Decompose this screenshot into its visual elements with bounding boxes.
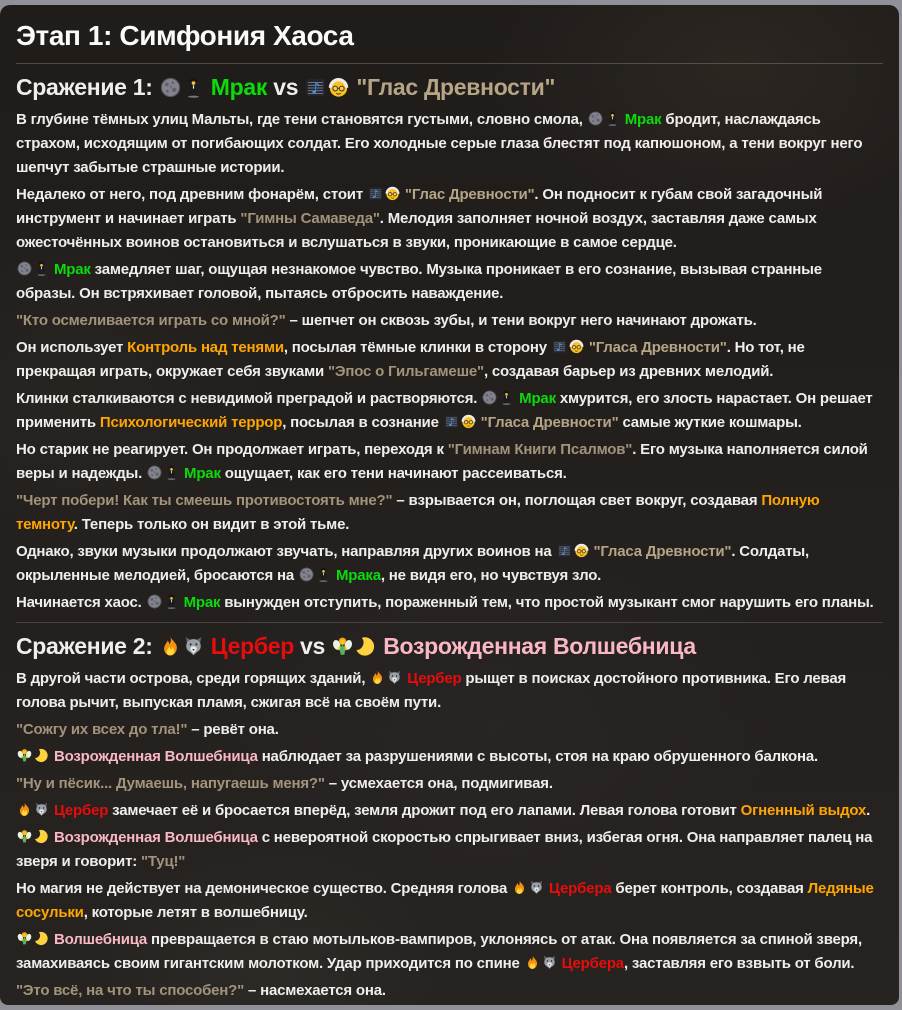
character-name-mrak: Мрак	[179, 594, 221, 611]
levitating-man-icon	[164, 594, 179, 609]
story-text: В глубине тёмных улиц Мальты, где тени становятся густыми, словно смола,	[16, 111, 587, 128]
ability-name: Контроль над тенями	[127, 339, 284, 356]
musical-score-icon	[305, 77, 326, 98]
story-paragraph	[16, 309, 883, 333]
musical-score-icon	[368, 186, 383, 201]
story-text: Но магия не действует на демоническое существо. Средняя голова	[16, 880, 512, 897]
story-paragraph	[16, 489, 883, 537]
svg-text:♪: ♪	[556, 341, 563, 354]
story-text: vs	[267, 74, 305, 100]
character-name-volshebnitsa: Возрожденная Волшебница	[50, 829, 258, 846]
story-text: – взрывается он, поглощая свет вокруг, создавая	[392, 492, 762, 509]
story-text: , заставляя его взвыть от боли.	[623, 955, 855, 972]
musical-score-icon	[552, 339, 567, 354]
story-paragraph	[16, 438, 883, 486]
story-text: . Мелодия заполняет ночной воздух, заставляя даже самых ожесточённых воинов остановиться и вслушаться в звуки, проникающие в самое сердце.	[16, 210, 817, 251]
character-name-volshebnitsa: Волшебница	[50, 931, 148, 948]
character-name-cerber: Цербер	[204, 633, 294, 659]
story-text: Начинается хаос.	[16, 594, 146, 611]
story-text: замечает её и бросается вперёд, земля дрожит под его лапами. Левая голова готовит	[108, 802, 741, 819]
story-text: , которые летят в волшебницу.	[83, 904, 308, 921]
story-paragraph	[16, 387, 883, 435]
story-text: . Но тот, не прекращая играть, окружает себя звуками	[16, 339, 805, 380]
wolf-icon	[542, 955, 557, 970]
fairy-icon	[17, 748, 32, 763]
story-text: vs	[293, 633, 332, 659]
story-paragraph	[16, 928, 883, 976]
story-text: хмурится, его злость нарастает. Он решает применить	[16, 390, 873, 431]
crescent-moon-icon	[355, 636, 376, 657]
story-paragraph	[16, 667, 883, 715]
story-text: , не видя его, но чувствуя зло.	[380, 567, 602, 584]
old-man-icon	[328, 77, 349, 98]
story-paragraph	[16, 799, 883, 823]
story-text: . Солдаты, окрыленные мелодией, бросаются на	[16, 543, 809, 584]
character-name-cerber: Цербера	[557, 955, 624, 972]
svg-text:♪: ♪	[447, 416, 455, 429]
battle-section	[16, 622, 883, 1003]
new-moon-icon	[482, 390, 497, 405]
story-paragraph	[16, 183, 883, 255]
battle-section	[16, 72, 883, 615]
character-name-volshebnitsa: Возрожденная Волшебница	[377, 633, 696, 659]
story-text: ощущает, как его тени начинают рассеиваться.	[220, 465, 567, 482]
new-moon-icon	[147, 594, 162, 609]
story-text: . Теперь только он видит в этой тьме.	[73, 516, 350, 533]
character-name-mrak: Мрак	[180, 465, 221, 482]
old-man-icon	[461, 414, 476, 429]
levitating-man-icon	[316, 567, 331, 582]
story-text: Однако, звуки музыки продолжают звучать, направляя других воинов на	[16, 543, 556, 560]
character-name-mrak: Мрак	[620, 111, 662, 128]
story-paragraph	[16, 718, 883, 742]
story-card	[0, 5, 899, 1005]
story-text: В другой части острова, среди горящих зданий,	[16, 670, 370, 687]
character-name-mrak: Мрак	[50, 261, 91, 278]
quoted-speech: "Эпос о Гильгамеше"	[328, 363, 484, 380]
wolf-icon	[387, 670, 402, 685]
story-paragraph	[16, 540, 883, 588]
character-name-mrak: Мрак	[515, 390, 556, 407]
character-name-cerber: Цербера	[545, 880, 612, 897]
character-name-cerber: Цербер	[50, 802, 109, 819]
story-text: самые жуткие кошмары.	[618, 414, 802, 431]
quoted-speech: "Кто осмеливается играть со мной?"	[16, 312, 286, 329]
svg-text:♪: ♪	[560, 545, 568, 558]
quoted-speech: "Черт побери! Как ты смеешь противостоять мне?"	[16, 492, 393, 509]
story-paragraph	[16, 258, 883, 306]
fire-icon	[525, 955, 540, 970]
story-text: , посылая в сознание	[282, 414, 443, 431]
character-name-glas-drevnosti: "Гласа Древности"	[589, 543, 732, 560]
fire-icon	[160, 636, 181, 657]
story-paragraph	[16, 591, 883, 615]
old-man-icon	[574, 543, 589, 558]
story-text: . Его музыка наполняется силой веры и надежды.	[16, 441, 868, 482]
story-paragraph	[16, 336, 883, 384]
ability-name: Ледяные сосульки	[16, 880, 874, 921]
crescent-moon-icon	[34, 829, 49, 844]
story-text: , создавая барьер из древних мелодий.	[483, 363, 774, 380]
crescent-moon-icon	[34, 748, 49, 763]
story-text: с невероятной скоростью спрыгивает вниз, избегая огня. Она направляет палец на зверя и говорит:	[16, 829, 873, 870]
character-name-glas-drevnosti: "Гласа Древности"	[584, 339, 727, 356]
musical-score-icon	[557, 543, 572, 558]
story-text: превращается в стаю мотыльков-вампиров, уклоняясь от атак. Она появляется за спиной зверя, замахиваясь своим гигантским молотком. Удар приходится по спине	[16, 931, 862, 972]
story-paragraph	[16, 979, 883, 1003]
story-text: – ревёт она.	[187, 721, 279, 738]
ability-name: Огненный выдох	[740, 802, 867, 819]
fire-icon	[512, 880, 527, 895]
ability-name: Психологический террор	[99, 414, 283, 431]
story-text: берет контроль, создавая	[611, 880, 808, 897]
story-text: бродит, наслаждаясь страхом, исходящим от погибающих солдат. Его холодные серые глаза блестят под капюшоном, а тени вокруг него шепчут забытые страшные истории.	[16, 111, 863, 176]
character-name-mrak: Мрак	[204, 74, 268, 100]
quoted-speech: "Гимнам Книги Псалмов"	[447, 441, 633, 458]
story-paragraph	[16, 877, 883, 925]
story-text: Он использует	[16, 339, 128, 356]
wolf-icon	[529, 880, 544, 895]
old-man-icon	[569, 339, 584, 354]
story-text: рыщет в поисках достойного противника. Его левая голова рычит, выпуская пламя, сжигая всё на своём пути.	[16, 670, 847, 711]
levitating-man-icon	[605, 111, 620, 126]
fairy-icon	[17, 931, 32, 946]
levitating-man-icon	[34, 261, 49, 276]
story-text: Сражение 2:	[16, 633, 159, 659]
crescent-moon-icon	[34, 931, 49, 946]
new-moon-icon	[147, 465, 162, 480]
story-paragraph	[16, 772, 883, 796]
character-name-mrak: Мрака	[332, 567, 381, 584]
story-text: , посылая тёмные клинки в сторону	[283, 339, 551, 356]
quoted-speech: "Это всё, на что ты способен?"	[16, 982, 245, 999]
old-man-icon	[385, 186, 400, 201]
story-content	[16, 72, 883, 1003]
fire-icon	[17, 802, 32, 817]
story-paragraph	[16, 108, 883, 180]
quoted-speech: "Ну и пёсик... Думаешь, напугаешь меня?"	[16, 775, 325, 792]
svg-text:♪: ♪	[372, 188, 379, 201]
musical-score-icon	[444, 414, 459, 429]
levitating-man-icon	[164, 465, 179, 480]
character-name-glas-drevnosti: "Гласа Древности"	[476, 414, 619, 431]
svg-text:♪: ♪	[311, 81, 321, 98]
wolf-icon	[183, 636, 204, 657]
story-text: .	[866, 802, 871, 819]
quoted-speech: "Сожгу их всех до тла!"	[16, 721, 188, 738]
story-text: Сражение 1:	[16, 74, 159, 100]
ability-name: Полную темноту	[16, 492, 820, 533]
levitating-man-icon	[183, 77, 204, 98]
story-text: Клинки сталкиваются с невидимой преградой и растворяются.	[16, 390, 482, 407]
story-text: вынужден отступить, пораженный тем, что простой музыкант смог нарушить его планы.	[220, 594, 874, 611]
story-text: – усмехается она, подмигивая.	[324, 775, 553, 792]
quoted-speech: "Туц!"	[141, 853, 186, 870]
character-name-cerber: Цербер	[403, 670, 462, 687]
story-text: – шепчет он сквозь зубы, и тени вокруг него начинают дрожать.	[285, 312, 757, 329]
fairy-icon	[17, 829, 32, 844]
new-moon-icon	[588, 111, 603, 126]
fire-icon	[370, 670, 385, 685]
quoted-speech: "Гимны Самаведа"	[240, 210, 380, 227]
story-paragraph	[16, 745, 883, 769]
new-moon-icon	[160, 77, 181, 98]
story-text: наблюдает за разрушениями с высоты, стоя на краю обрушенного балкона.	[257, 748, 818, 765]
character-name-glas-drevnosti: "Глас Древности"	[400, 186, 535, 203]
story-text: замедляет шаг, ощущая незнакомое чувство. Музыка проникает в его сознание, вызывая странные образы. Он встряхивает головой, пытаясь отбросить наваждение.	[16, 261, 822, 302]
new-moon-icon	[299, 567, 314, 582]
story-text: . Он подносит к губам свой загадочный инструмент и начинает играть	[16, 186, 823, 227]
battle-heading	[16, 72, 883, 102]
character-name-volshebnitsa: Возрожденная Волшебница	[50, 748, 258, 765]
stage-title: Этап 1: Симфония Хаоса	[16, 17, 883, 64]
story-paragraph	[16, 826, 883, 874]
fairy-icon	[332, 636, 353, 657]
story-text: Недалеко от него, под древним фонарём, стоит	[16, 186, 367, 203]
character-name-glas-drevnosti: "Глас Древности"	[350, 74, 556, 100]
story-text: Но старик не реагирует. Он продолжает играть, переходя к	[16, 441, 448, 458]
wolf-icon	[34, 802, 49, 817]
story-text: – насмехается она.	[244, 982, 386, 999]
new-moon-icon	[17, 261, 32, 276]
levitating-man-icon	[499, 390, 514, 405]
battle-heading	[16, 631, 883, 661]
